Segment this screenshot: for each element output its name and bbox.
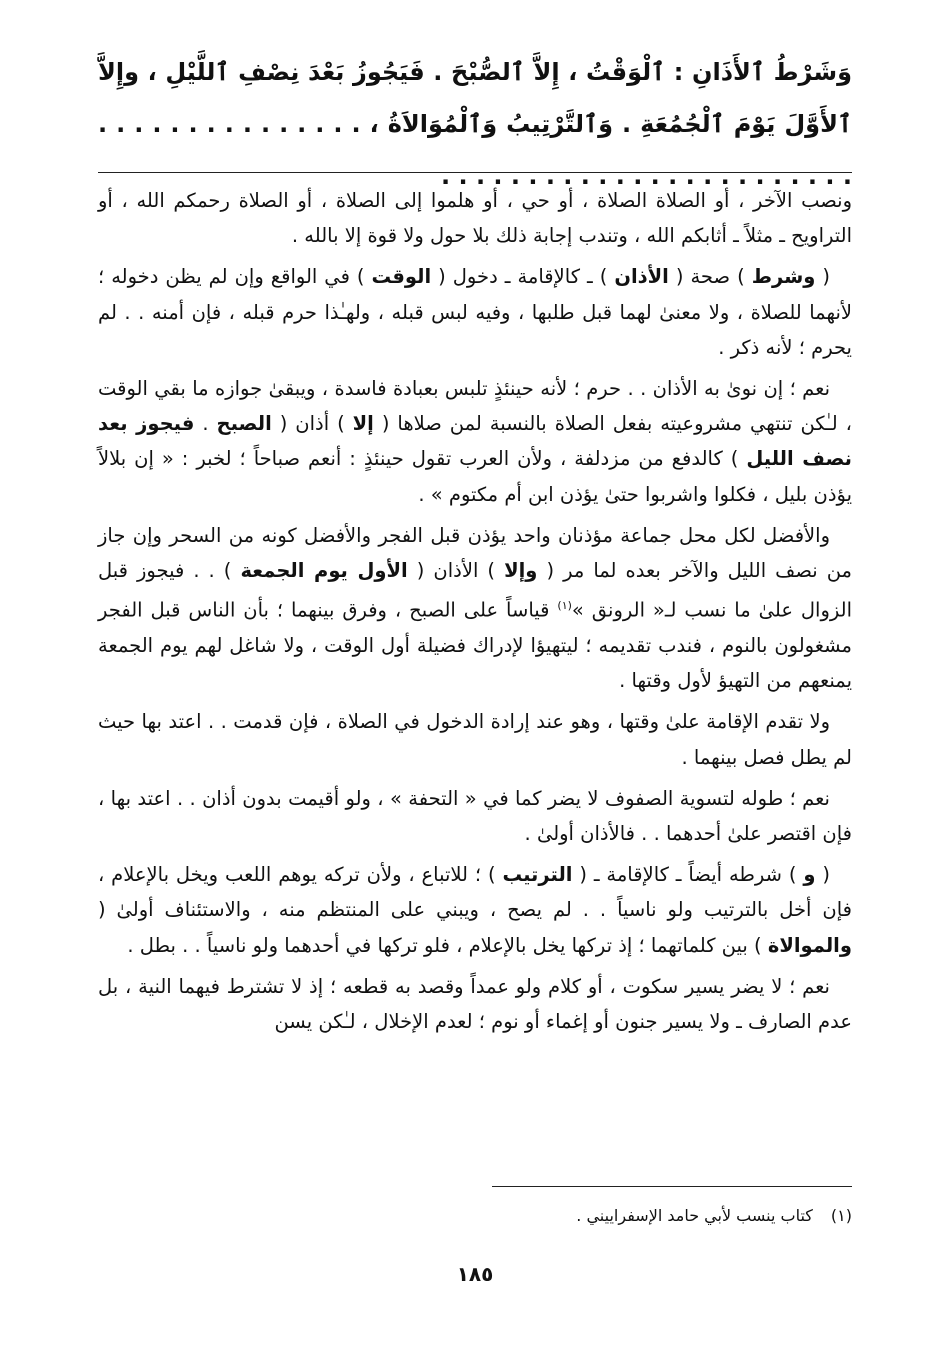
text-run: ) بين كلماتهما ؛ إذ تركها يخل بالإعلام ، فلو تركها في أحدهما ولو ناسياً . . بطل . [127, 933, 768, 957]
top-divider [98, 172, 852, 173]
bold-term: وشرط [751, 265, 816, 289]
bold-term: الأذان [614, 265, 669, 289]
text-run: ( [815, 265, 830, 289]
text-run: ( [815, 863, 830, 887]
bold-term: الترتيب [502, 863, 573, 887]
paragraph-8: نعم ؛ لا يضر يسير سكوت ، أو كلام ولو عمداً وقصد به قطعه ؛ إذ لا تشترط فيهما النية ، بل عدم الصارف ـ ولا يسير جنون أو إغماء أو نوم ؛ لعدم الإخلال ، لـٰكن يسن [98, 974, 852, 1033]
footnote [98, 1203, 852, 1229]
paragraph-4 [98, 518, 852, 699]
bold-term: الصبح [216, 412, 272, 436]
text-run: ) ـ كالإقامة ـ دخول ( [431, 265, 615, 289]
paragraph-2 [98, 259, 852, 365]
bold-term: إلا [352, 412, 374, 436]
text-run: ) كالدفع من مزدلفة ، ولأن العرب تقول حينئذٍ : أنعم صباحاً ؛ لخبر : « إن بلالاً يؤذن بليل ، فكلوا واشربوا حتىٰ يؤذن ابن أم مكتوم » . [98, 447, 852, 506]
text-run: نعم ؛ إن نوىٰ به الأذان . . حرم ؛ لأنه حينئذٍ تلبس بعبادة فاسدة ، ويبقىٰ جوازه ما بقي الوقت ، لـٰكن تنتهي مشروعيته بفعل الصلاة بالنسبة لمن صلاها ( [98, 377, 852, 436]
text-run: ) في الواقع وإن لم يظن دخوله ؛ لأنهما للصلاة ، ولا معنىٰ لهما قبل طلبها ، وفيه لبس قبله ، ولهـٰذا حرم قبله ، فإن أمنه . . لم يحرم ؛ لأنه ذكر . [98, 265, 852, 359]
paragraph-3 [98, 371, 852, 512]
bold-term: فيجوز بعد نصف الليل [98, 412, 852, 471]
text-run: قياساً على الصبح ، وفرق بينهما ؛ بأن الناس قبل الفجر مشغولون بالنوم ، فندب تقديمه ؛ ليتهيؤا لإدراك فضيلة أول الوقت ، ولا شاغل لهم يوم الجمعة يمنعهم من التهيؤ لأول وقتها . [98, 598, 852, 693]
text-run: ) ؛ للاتباع ، ولأن تركه يوهم اللعب ويخل بالإعلام ، فإن أخل بالترتيب ولو ناسياً . . لم يصح ، ويبني على المنتظم منه ، والاستئناف أولىٰ ( [98, 863, 852, 922]
matn-line-1: وَشَرْطُ ٱلأَذَانِ : ٱلْوَقْتُ ، إِلاَّ ٱلصُّبْحَ . فَيَجُوزُ بَعْدَ نِصْفِ ٱللَّيْلِ ، وإِلاَّ ٱلأَوَّلَ يَوْمَ [98, 58, 853, 138]
paragraph-6: نعم ؛ طوله لتسوية الصفوف لا يضر كما في « التحفة » ، ولو أقيمت بدون أذان . . اعتد بها ، فإن اقتصر علىٰ أحدهما . . فالأذان أولىٰ . [98, 786, 852, 845]
bold-term: الأول يوم الجمعة [240, 559, 408, 583]
text-run: والأفضل لكل محل جماعة مؤذنان واحد يؤذن قبل الفجر والأفضل كونه من السحر وإن جاز من نصف الليل والآخر بعده لما مر ( [98, 523, 852, 583]
footnote-text: كتاب ينسب لأبي حامد الإسفراييني . [576, 1206, 813, 1225]
paragraph-7 [98, 857, 852, 963]
sharh-text [98, 183, 852, 1045]
text-run: ) الأذان ( [407, 559, 505, 583]
paragraph-5: ولا تقدم الإقامة علىٰ وقتها ، وهو عند إرادة الدخول في الصلاة ، فإن قدمت . . اعتد بها حيث لم يطل فصل بينهما . [98, 710, 852, 769]
matn-dots: . . . . . . . . . . . . . . . . . . . . . . . . . . . . . . . . . . . . . . . [98, 110, 852, 190]
bold-term: والموالاة [767, 933, 852, 957]
footnote-number: (١) [830, 1206, 852, 1225]
matn-line-2: ٱلْجُمُعَةِ . وَٱلتَّرْتِيبُ وَٱلْمُوَالاَةُ ، [369, 110, 725, 138]
paragraph-1: ونصب الآخر ، أو الصلاة الصلاة ، أو حي ، أو هلموا إلى الصلاة ، أو الصلاة رحمكم الله ، أو التراويح ـ مثلاً ـ أثابكم الله ، وتندب إجابة ذلك بلا حول ولا قوة إلا بالله . [98, 189, 852, 248]
matn-text [98, 46, 852, 202]
text-run: ) . . فيجوز قبل الزوال علىٰ ما نسب لـ« الرونق » [98, 559, 852, 622]
bold-term: وإلا [504, 559, 538, 583]
bold-term: و [803, 863, 816, 887]
text-run: ) شرطه أيضاً ـ كالإقامة ـ ( [572, 863, 804, 887]
text-run: ) صحة ( [668, 265, 752, 289]
bold-term: الوقت [371, 265, 432, 289]
text-run: ) أذان ( [271, 412, 353, 436]
page-number: ١٨٥ [456, 1262, 494, 1286]
footnote-marker[interactable]: (١) [557, 599, 572, 613]
text-run: . [194, 412, 217, 436]
footnote-divider [492, 1186, 852, 1187]
